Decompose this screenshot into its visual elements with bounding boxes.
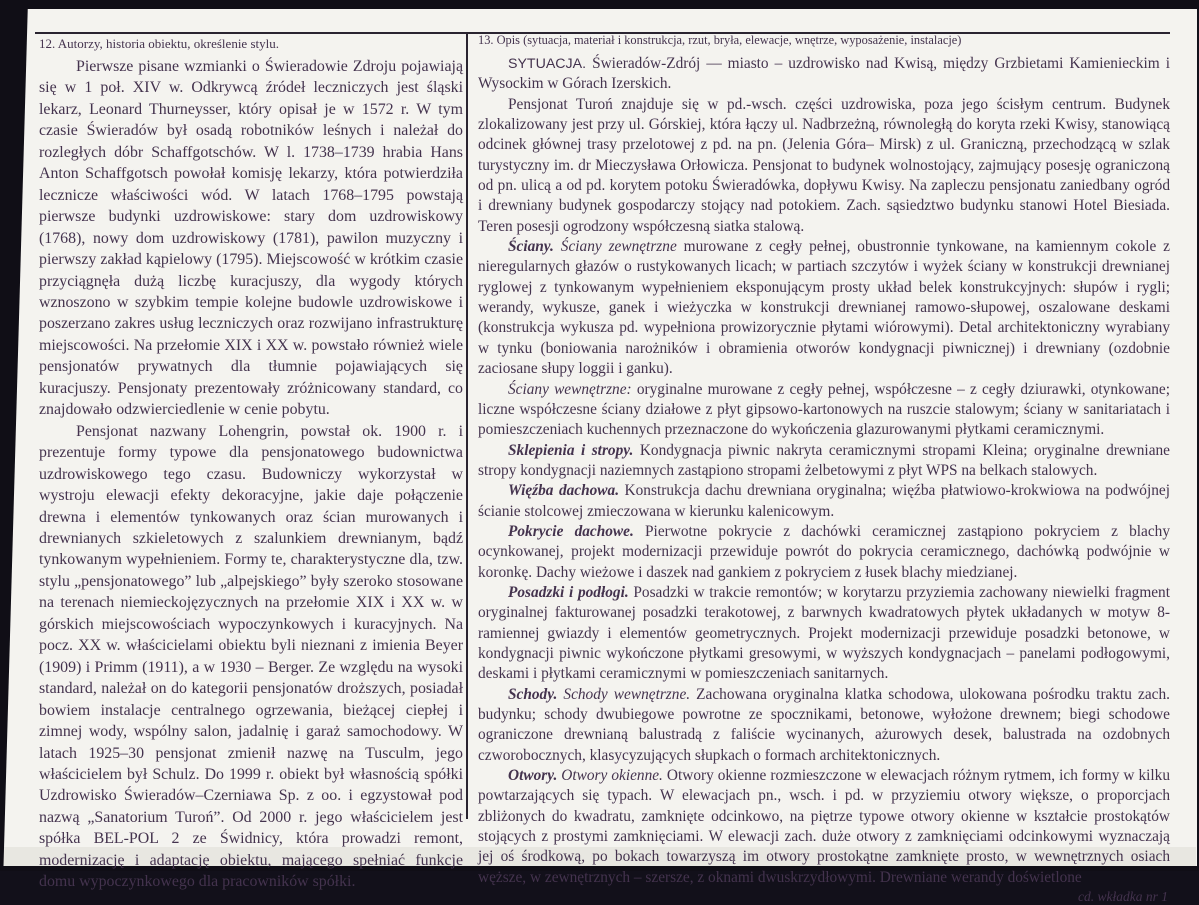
section-text: Posadzki w trakcie remontów; w korytarzu przyziemia zachowany niewielki fragment oryginalnej fakturowanej posadzki terakotowej, z barwnych kwadratowych płytek układanych w motyw 8-ramiennej gwiazdy i elementów geometrycznych. Projekt modernizacji przewiduje posadzki betonowe, w kondygnacji piwnic wykończone płytkami gresowymi, w wyższych kondygnacjach – panelami podłogowymi, deskami i płytkami ceramicznymi w pomieszczeniach sanitarnych. <box>478 583 1170 683</box>
paragraph-situation <box>478 54 1170 95</box>
section-walls-exterior <box>478 237 1170 379</box>
section-vaults-ceilings <box>478 441 1170 482</box>
section-lead: Ściany. <box>508 238 554 256</box>
section-lead: Sklepienia i stropy. <box>508 441 634 459</box>
section-lead: Otwory. <box>508 767 558 785</box>
section-roof-truss <box>478 481 1170 522</box>
section-text: Kondygnacja piwnic nakryta ceramicznymi stropami Kleina; oryginalne drewniane stropy kondygnacji naziemnych zastąpiono stropami żelbetowymi z płyt WPS na belkach stalowych. <box>478 441 1170 479</box>
situation-label: SYTUACJA. <box>508 56 587 72</box>
section-roofing <box>478 522 1170 583</box>
field-12-label: 12. Autorzy, historia obiektu, określenie stylu. <box>39 36 279 51</box>
section-text: Zachowana oryginalna klatka schodowa, ulokowana pośrodku traktu zach. budynku; schody dwubiegowe powrotne ze spocznikami, betonowe, wyłożone drewnem; biegi schodowe ograniczone drewnianą balustradą z faliście wycinanych, ażurowych desek, balustrada na ozdobnych czworobocznych, klasycyzujących słupkach o formach architektonicznych. <box>478 685 1170 764</box>
field-12-authors-history <box>39 36 463 893</box>
section-lead: Pokrycie dachowe. <box>508 522 634 540</box>
situation-text: Świeradów-Zdrój — miasto – uzdrowisko nad Kwisą, między Grzbietami Kamienieckim i Wysockim w Górach Izerskich. <box>478 55 1170 93</box>
section-text: oryginalne murowane z cegły pełnej, współczesne – z cegły dziurawki, otynkowane; liczne współczesne ściany działowe z płyt gipsowo-kartonowych na ruszcie stalowym; ściany w sanitariatach i pomieszczeniach kuchennych przeznaczone do wykończenia glazurowanymi płytkami ceramicznymi. <box>478 380 1170 439</box>
column-divider-rule <box>466 32 468 819</box>
section-floors <box>478 583 1170 685</box>
section-sublead: Schody wewnętrzne. <box>557 685 691 703</box>
field-13-description <box>478 33 1170 905</box>
section-lead: Schody. <box>508 685 558 703</box>
section-stairs <box>478 685 1170 766</box>
section-sublead: Ściany zewnętrzne <box>553 238 677 256</box>
section-lead: Posadzki i podłogi. <box>508 583 629 601</box>
section-text: Pierwotne pokrycie z dachówki ceramicznej zastąpiono pokryciem z blachy ocynkowanej, projekt modernizacji przewiduje powrót do pokrycia ceramicznego, dachówką podwójnie w koronkę. Dachy wieżowe i daszek nad gankiem z pokryciem z łusek blachy miedzianej. <box>478 522 1170 581</box>
section-openings <box>478 766 1170 888</box>
section-lead: Więźba dachowa. <box>508 482 620 500</box>
section-text: murowane z cegły pełnej, obustronnie tynkowane, na kamiennym cokole z nieregularnych głazów o rustykowanych licach; w partiach szczytów i wyżek ściany w konstrukcji drewnianej ryglowej z tynkowanym wypełnieniem eksponującym prosty układ belek konstrukcyjnych: słupów i rygli; werandy, wykusze, ganek i wieżyczka w konstrukcji drewnianej ramowo-słupowej, oszalowane deskami (konstrukcja wykusza pd. wypełniona prowizorycznie płytami wiórowymi). Detal architektoniczny wyrabiany w tynku (boniowania narożników i obramienia otworów kondygnacji piwnicznej) i drewniany (ozdobnie zaciosane słupy loggii i ganku). <box>478 238 1170 378</box>
section-sublead: Ściany wewnętrzne: <box>508 380 632 398</box>
section-walls-interior <box>478 380 1170 441</box>
section-text: Konstrukcja dachu drewniana oryginalna; więźba płatwiowo-krokwiowa na podwójnej ścianie stolcowej zmieczowana w kierunku kalenicowym. <box>478 482 1170 520</box>
section-text: Otwory okienne rozmieszczone w elewacjach różnym rytmem, ich formy w kilku powtarzających się typach. W elewacjach pn., wsch. i pd. w przyziemiu otwory większe, o proporcjach zbliżonych do kwadratu, zamknięte odcinkowo, na piętrze typowe otwory okienne w kształcie prostokątów stojących z prostymi zamknięciami. W elewacji zach. duże otwory z zamknięciami odcinkowymi wyznaczają jej oś środkową, po bokach towarzyszą im otwory prostokątne zamknięte prosto, w wewnętrznych osiach węższe, w zewnętrznych – szersze, z oknami dwuskrzydłowymi. Drewniane werandy doświetlone <box>478 767 1170 886</box>
paragraph-spa-history: Pierwsze pisane wzmianki o Świeradowie Zdroju pojawiają się w 1 poł. XIV w. Odkrywcą źródeł leczniczych jest śląski lekarz, Leonard Thurneysser, który opisał je w 1572 r. W tym czasie Świeradów był osadą robotników leśnych i należał do rozległych dóbr Schaffgotschów. W l. 1738–1739 hrabia Hans Anton Schaffgotsch powołał komisję lekarzy, która potwierdziła lecznicze właściwości wód. W latach 1768–1795 powstają pierwsze budynki uzdrowiskowe: stary dom uzdrowiskowy (1768), nowy dom uzdrowiskowy (1781), pawilon muzyczny i pierwszy zakład kąpielowy (1795). Miejscowość w krótkim czasie przyciągnęła dużą liczbę kuracjuszy, dla wygody których wznoszono w szybkim tempie kolejne budowle uzdrowiskowe i poszerzano zakres usług leczniczych oraz rozwijano infrastrukturę miejscowości. Na przełomie XIX i XX w. powstało również wiele pensjonatów prywatnych dla tłumnie pojawiających się kuracjuszy. Pensjonaty prezentowały zróżnicowany standard, co znajdowało odzwierciedlenie w cenie pobytu. <box>39 58 463 419</box>
section-sublead: Otwory okienne. <box>557 767 663 785</box>
field-13-label: 13. Opis (sytuacja, materiał i konstrukcja, rzut, bryła, elewacje, wnętrze, wyposażenie, instalacje) <box>478 33 962 47</box>
continuation-note: cd. wkładka nr 1 <box>1078 889 1168 905</box>
paragraph-location: Pensjonat Turoń znajduje się w pd.-wsch. części uzdrowiska, poza jego ścisłym centrum. Budynek zlokalizowany jest przy ul. Górskiej, która łączy ul. Nadbrzeżną, równoległą do koryta rzeki Kwisy, stanowiącą odcinek głównej trasy przelotowej z pd. na pn. (Jelenia Góra– Mirsk) z ul. Graniczną, przechodzącą w szlak turystyczny im. dr Mieczysława Orłowicza. Pensjonat to budynek wolnostojący, zajmujący posesję ograniczoną od pn. ulicą a od pd. korytem potoku Świeradówka, dopływu Kwisy. Na zapleczu pensjonatu zaniedbany ogród i drewniany budynek gospodarczy stojący nad potokiem. Zach. sąsiedztwo budynku stanowi Hotel Biesiada. Teren posesji ogrodzony współczesną siatka stalową. <box>478 95 1170 235</box>
paragraph-pension-history: Pensjonat nazwany Lohengrin, powstał ok. 1900 r. i prezentuje formy typowe dla pensjonatowego budownictwa uzdrowiskowego tego czasu. Budowniczy wykorzystał w wystroju elewacji efekty dekoracyjne, jakie daje połączenie drewna i elementów tynkowanych oraz ścian murowanych i drewnianych szkieletowych z szalunkiem drewnianym, bądź tynkowanym wypełnieniem. Formy te, charakterystyczne dla, tzw. stylu „pensjonatowego” lub „alpejskiego” były szeroko stosowane na terenach niemieckojęzycznych na przełomie XIX i XX w. w górskich miejscowościach wypoczynkowych i kuracyjnych. Na pocz. XX w. właścicielami obiektu byli nieznani z imienia Beyer (1909) i Primm (1911), a w 1930 – Berger. Ze względu na wysoki standard, należał on do kategorii pensjonatów droższych, posiadał bowiem instalacje centralnego ogrzewania, bieżącej ciepłej i zimnej wody, wspólny salon, jadalnię i garaż samochodowy. W latach 1925–30 pensjonat zmienił nazwę na Tusculm, jego właścicielem był Schulz. Do 1999 r. obiekt był własnością spółki Uzdrowisko Świeradów–Czerniawa Sp. z oo. i egzystował pod nazwą „Sanatorium Turoń”. Od 2000 r. jego właścicielem jest spółka BEL-POL 2 ze Świdnicy, która prowadzi remont, modernizację i adaptację obiektu, mającego spełniać funkcje domu wypoczynkowego dla pracowników spółki. <box>39 422 463 891</box>
scan-border-top <box>0 0 1199 9</box>
